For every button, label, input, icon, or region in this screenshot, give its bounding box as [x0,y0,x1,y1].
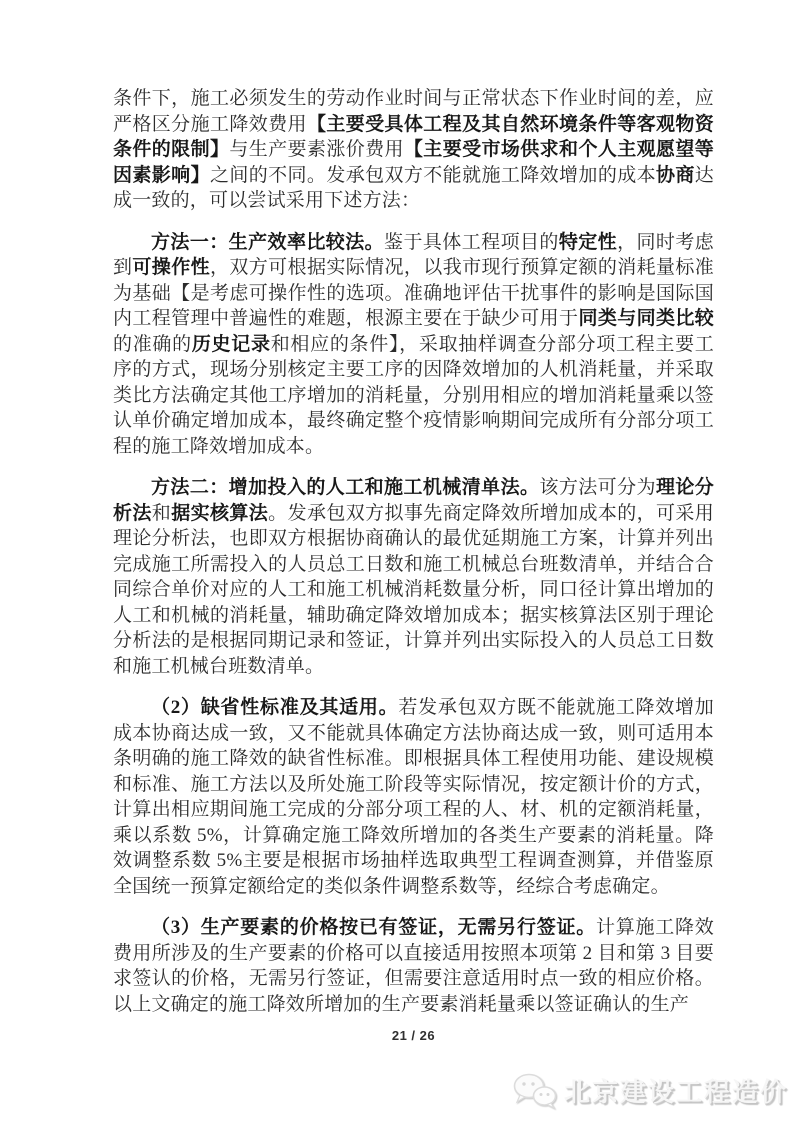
text-run: ，同时考虑到 [113,231,714,278]
text-run: 。发承包双方拟事先商定降效所增加成本的，可采用理论分析法，也即双方根据协商确认的最优延期施工方案，计算并列出完成施工所需投入的人员总工日数和施工机械总台班数清单，并结合合同综合单价对应的人工和施工机械消耗数量分析，同口径计算出增加的人工和机械的消耗量，辅助确定降效增加成本；据实核算法区别于理论分析法的是根据同期记录和签证，计算并列出实际投入的人员总工日数和施工机械台班数清单。 [113,502,715,677]
text-run: 和相应的条件】，采取抽样调查分部分项工程主要工序的方式，现场分别核定主要工序的因降效增加的人机消耗量，并采取类比方法确定其他工序增加的消耗量，分别用相应的增加消耗量乘以签认单价确定增加成本，最终确定整个疫情影响期间完成所有分部分项工程的施工降效增加成本。 [113,333,714,457]
text-run: 计算施工降效费用所涉及的生产要素的价格可以直接适用按照本项第 2 目和第 3 目要求签认的价格，无需另行签证，但需要注意适用时点一致的相应价格。以上文确定的施工降效所增加的生产要素消耗量乘以签证确认的生产 [113,917,715,1015]
wechat-icon [513,1073,557,1109]
text-run: 的准确的 [113,333,192,355]
text-run-bold: 历史记录 [191,333,271,355]
paragraph [113,695,714,899]
paragraph [113,230,714,460]
page-number: 21 / 26 [391,1028,436,1043]
watermark [513,1072,788,1109]
text-run: 与生产要素涨价费用 [229,139,404,160]
text-run: 之间的不同。发承包双方不能就施工降效增加的成本 [209,164,656,186]
text-run: ，双方可根据实际情况，以我市现行预算定额的消耗量标准为基础【是考虑可操作性的选项。准确地评估干扰事件的影响是国际国内工程管理中普遍性的难题，根源主要在于缺少可用于 [113,257,715,329]
text-run: 若发承包双方既不能就施工降效增加成本协商达成一致，又不能就具体确定方法协商达成一致，则可适用本条明确的施工降效的缺省性标准。即根据具体工程使用功能、建设规模和标准、施工方法以及所处施工阶段等实际情况，按定额计价的方式，计算出相应期间施工完成的分部分项工程的人、材、机的定额消耗量，乘以系数 5%，计算确定施工降效所增加的各类生产要素的消耗量。降效调整系数 5%主要是根据市场抽样选取典型工程调查测算，并借鉴原全国统一预算定额给定的类似条件调整系数等，经综合考虑确定。 [113,697,714,897]
text-run: 和 [151,502,172,524]
text-run: 鉴于具体工程项目的 [384,231,559,253]
paragraph [113,475,714,679]
document-body [113,86,714,1033]
text-run-bold: 方法二：增加投入的人工和施工机械清单法。 [151,477,540,498]
paragraph [113,86,714,214]
text-run-bold: 协商 [656,164,695,186]
text-run-bold: 【主要受具体工程及其自然环境条件等客观物资条件的限制】 [113,113,714,160]
text-run-bold: （2）缺省性标准及其适用。 [151,697,399,718]
text-run: 达成一致的，可以尝试采用下述方法： [113,164,714,211]
text-run-bold: 【主要受市场供求和个人主观愿望等因素影响】 [113,139,714,186]
text-run-bold: （3）生产要素的价格按已有签证，无需另行签证。 [151,917,596,938]
text-run-bold: 据实核算法 [171,502,269,524]
text-run-bold: 同类与同类比较 [578,308,714,329]
text-run-bold: 可操作性 [132,257,210,278]
text-run: 该方法可分为 [539,477,656,498]
text-run-bold: 特定性 [558,231,618,253]
text-run-bold: 方法一：生产效率比较法。 [151,231,385,253]
watermark-label: 北京建设工程造价 [563,1077,788,1107]
text-run: 条件下，施工必须发生的劳动作业时间与正常状态下作业时间的差，应严格区分施工降效费用 [113,88,714,135]
paragraph [113,915,714,1017]
text-run-bold: 理论分析法 [113,477,714,524]
